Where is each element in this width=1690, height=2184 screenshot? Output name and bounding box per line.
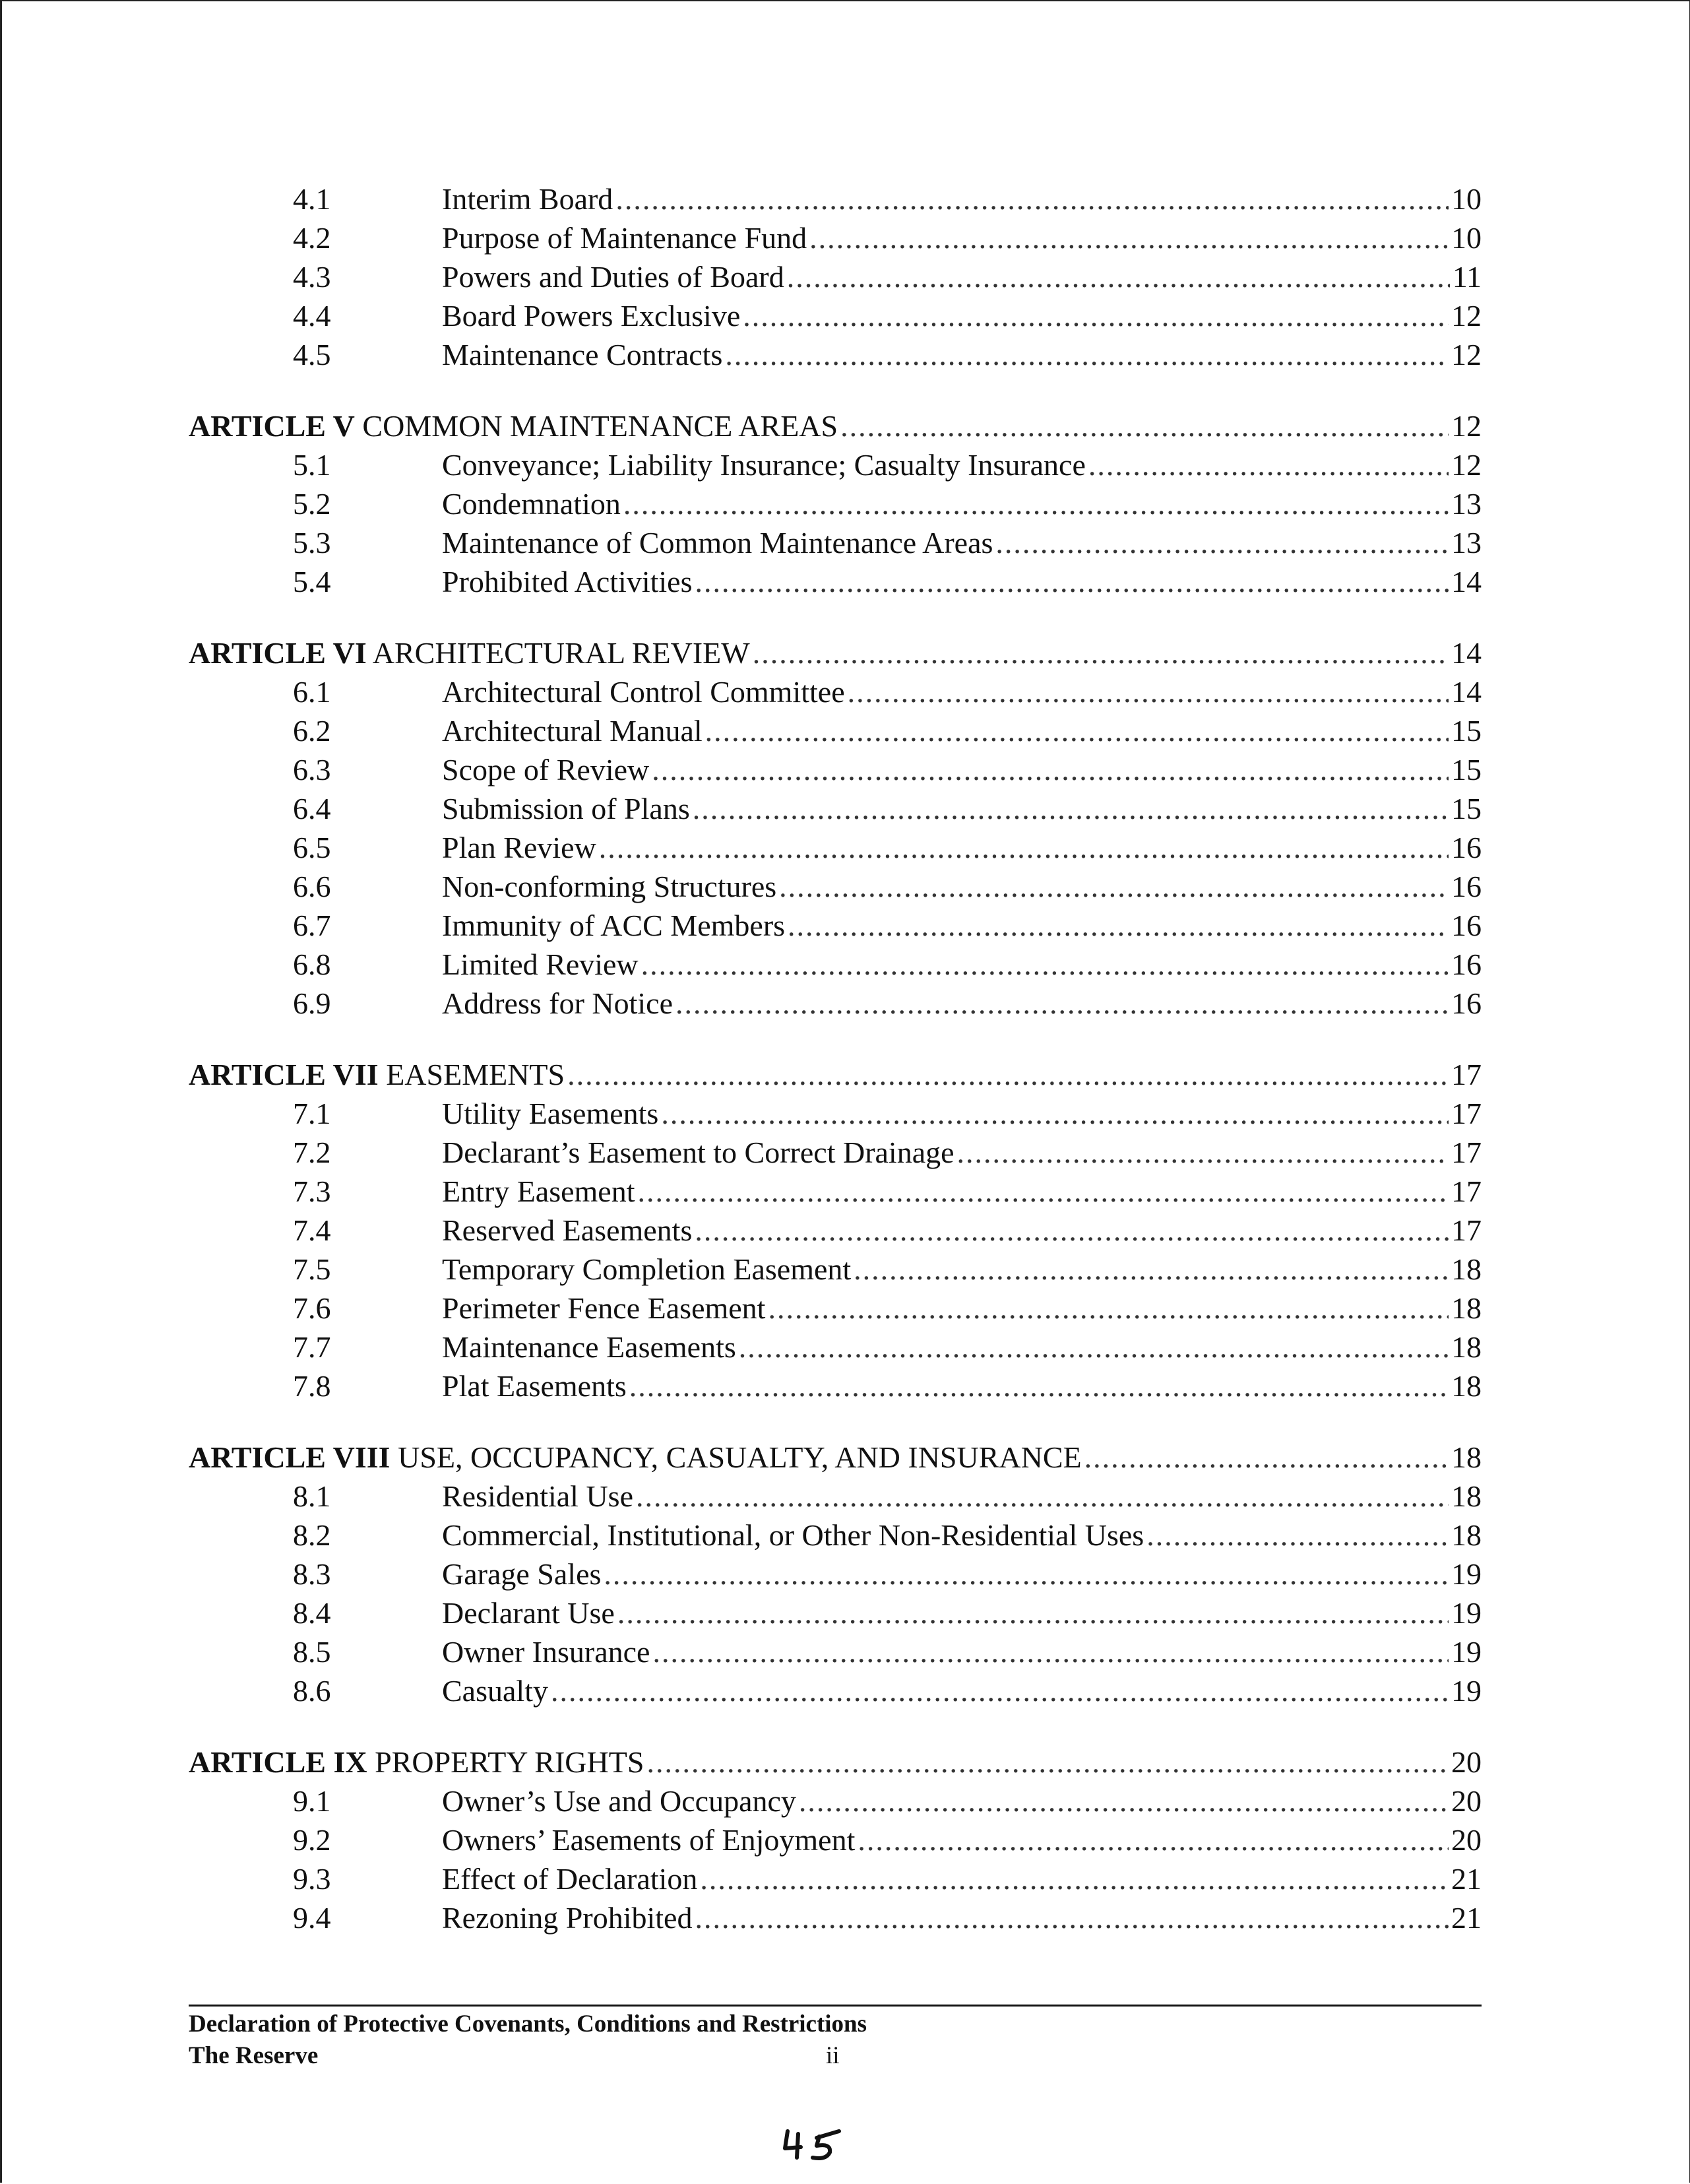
section-title: Owner’s Use and Occupancy [442,1784,796,1818]
article-title: PROPERTY RIGHTS [375,1745,644,1779]
dot-leader [1088,445,1449,484]
dot-leader [768,1289,1449,1328]
section-title: Rezoning Prohibited [442,1901,693,1935]
section-title: Address for Notice [442,986,673,1020]
page-number: 21 [1451,1901,1482,1935]
article-label: ARTICLE VIII [189,1440,391,1474]
footer-rule [189,2005,1482,2007]
section-number: 6.2 [293,714,331,748]
page-number: 10 [1451,182,1482,216]
toc-section-row [189,1133,1482,1172]
dot-leader [995,523,1449,562]
toc-section-row [189,1898,1482,1937]
section-title: Maintenance Contracts [442,338,723,371]
section-number: 4.4 [293,299,331,333]
page-number: 11 [1452,260,1482,294]
section-number: 7.8 [293,1369,331,1403]
handwritten-page-mark [778,2123,851,2163]
toc-article-row [189,1055,1482,1094]
section-title: Garage Sales [442,1557,602,1591]
page-number: 20 [1451,1823,1482,1857]
section-title: Board Powers Exclusive [442,299,741,333]
toc-section-row [189,711,1482,750]
section-number: 8.3 [293,1557,331,1591]
article-label: ARTICLE IX [189,1745,367,1779]
toc-section-row [189,1211,1482,1250]
section-number: 4.2 [293,221,331,255]
section-title: Submission of Plans [442,792,690,825]
page-number: 12 [1451,409,1482,443]
section-title: Reserved Easements [442,1213,693,1247]
page-number: 16 [1451,986,1482,1020]
toc-section-row [189,1632,1482,1671]
page-number: 14 [1451,675,1482,709]
dot-leader [788,906,1449,945]
page-number: 20 [1451,1784,1482,1818]
toc-section-row [189,1250,1482,1289]
section-title: Owner Insurance [442,1635,650,1669]
page-number: 19 [1451,1635,1482,1669]
toc-section-row [189,445,1482,484]
toc-article-row [189,633,1482,672]
article-label: ARTICLE VI [189,636,367,670]
page-number: 19 [1451,1557,1482,1591]
section-number: 7.6 [293,1291,331,1325]
dot-leader [695,562,1449,601]
dot-leader [957,1133,1449,1172]
dot-leader [604,1555,1449,1593]
dot-leader [1146,1516,1449,1555]
page-number: 21 [1451,1862,1482,1896]
page-number: 16 [1451,909,1482,942]
section-number: 5.2 [293,487,331,521]
toc-section-row [189,1593,1482,1632]
toc-section-row [189,828,1482,867]
section-number: 9.1 [293,1784,331,1818]
article-title: USE, OCCUPANCY, CASUALTY, AND INSURANCE [398,1440,1082,1474]
toc-section-row [189,335,1482,374]
section-number: 4.1 [293,182,331,216]
toc-article-row [189,1438,1482,1477]
page-number: 20 [1451,1745,1482,1779]
toc-article-row [189,1743,1482,1782]
article-label: ARTICLE VII [189,1058,379,1091]
section-number: 6.9 [293,986,331,1020]
section-number: 8.1 [293,1479,331,1513]
article-title: EASEMENTS [386,1058,565,1091]
toc-section-row [189,562,1482,601]
toc-section-row [189,1094,1482,1133]
dot-leader [858,1820,1449,1859]
section-number: 7.7 [293,1330,331,1364]
section-title: Plan Review [442,831,596,864]
toc-section-row [189,1859,1482,1898]
dot-leader [623,484,1449,523]
section-number: 5.3 [293,526,331,560]
toc-section-row [189,296,1482,335]
dot-leader [705,711,1449,750]
page-number: 15 [1451,753,1482,787]
page-number: 15 [1451,714,1482,748]
page-number: 18 [1451,1291,1482,1325]
dot-leader [787,257,1450,296]
dot-leader [629,1366,1449,1405]
section-title: Maintenance Easements [442,1330,736,1364]
section-number: 6.6 [293,870,331,903]
page-number: 16 [1451,870,1482,903]
dot-leader [551,1671,1449,1710]
page-number: 17 [1451,1213,1482,1247]
page-number: 18 [1451,1330,1482,1364]
page-number: 16 [1451,947,1482,981]
section-title: Maintenance of Common Maintenance Areas [442,526,993,560]
dot-leader [661,1094,1449,1133]
dot-leader [743,296,1449,335]
page-number: 17 [1451,1136,1482,1169]
dot-leader [615,179,1449,218]
section-title: Temporary Completion Easement [442,1252,852,1286]
section-number: 7.3 [293,1174,331,1208]
toc-section-row [189,1671,1482,1710]
toc-section-row [189,984,1482,1023]
page-number: 16 [1451,831,1482,864]
page-number: 18 [1451,1479,1482,1513]
section-title: Prohibited Activities [442,565,693,598]
article-heading [189,1438,1082,1477]
toc-section-row [189,906,1482,945]
toc-section-row [189,1328,1482,1366]
section-number: 6.1 [293,675,331,709]
section-number: 8.5 [293,1635,331,1669]
article-heading [189,1743,644,1782]
page-number: 14 [1451,565,1482,598]
section-number: 6.3 [293,753,331,787]
page-number: 12 [1451,448,1482,482]
dot-leader [617,1593,1449,1632]
section-title: Perimeter Fence Easement [442,1291,766,1325]
section-title: Non-conforming Structures [442,870,777,903]
section-number: 8.4 [293,1596,331,1630]
page-number: 12 [1451,338,1482,371]
toc-section-row [189,1820,1482,1859]
section-title: Architectural Control Committee [442,675,845,709]
section-number: 6.8 [293,947,331,981]
page-number: 13 [1451,526,1482,560]
page-number: 14 [1451,636,1482,670]
article-title: ARCHITECTURAL REVIEW [372,636,750,670]
page-number: 17 [1451,1174,1482,1208]
dot-leader [646,1743,1449,1782]
dot-leader [854,1250,1449,1289]
section-title: Commercial, Institutional, or Other Non-Residential Uses [442,1518,1144,1552]
toc-section-row [189,1477,1482,1516]
section-title: Effect of Declaration [442,1862,698,1896]
toc-section-row [189,257,1482,296]
section-number: 7.1 [293,1097,331,1130]
article-label: ARTICLE V [189,409,355,443]
section-title: Condemnation [442,487,621,521]
toc-section-row [189,1366,1482,1405]
section-title: Declarant’s Easement to Correct Drainage [442,1136,955,1169]
section-number: 9.4 [293,1901,331,1935]
dot-leader [753,633,1449,672]
dot-leader [840,406,1449,445]
toc-section-row [189,523,1482,562]
dot-leader [725,335,1449,374]
toc-section-row [189,1782,1482,1820]
page-number: 10 [1451,221,1482,255]
section-number: 7.5 [293,1252,331,1286]
toc-section-row [189,867,1482,906]
section-title: Conveyance; Liability Insurance; Casualty Insurance [442,448,1086,482]
page-number: 17 [1451,1097,1482,1130]
dot-leader [693,789,1449,828]
page-number: 17 [1451,1058,1482,1091]
dot-leader [799,1782,1449,1820]
section-number: 4.3 [293,260,331,294]
page-number: 18 [1451,1369,1482,1403]
section-number: 6.7 [293,909,331,942]
section-title: Owners’ Easements of Enjoyment [442,1823,856,1857]
article-heading [189,406,838,445]
dot-leader [848,672,1449,711]
page-number: 13 [1451,487,1482,521]
page-number: 15 [1451,792,1482,825]
section-number: 8.2 [293,1518,331,1552]
section-title: Architectural Manual [442,714,703,748]
page-number: 12 [1451,299,1482,333]
toc-section-row [189,1289,1482,1328]
section-title: Interim Board [442,182,613,216]
toc-section-row [189,1555,1482,1593]
article-heading [189,633,750,672]
toc-section-row [189,945,1482,984]
toc-section-row [189,789,1482,828]
table-of-contents [189,179,1482,1937]
dot-leader [652,750,1449,789]
section-title: Immunity of ACC Members [442,909,786,942]
dot-leader [700,1859,1449,1898]
section-number: 7.4 [293,1213,331,1247]
section-title: Entry Easement [442,1174,635,1208]
section-number: 9.3 [293,1862,331,1896]
dot-leader [599,828,1449,867]
article-title: COMMON MAINTENANCE AREAS [362,409,838,443]
section-number: 5.1 [293,448,331,482]
section-title: Casualty [442,1674,548,1708]
toc-section-row [189,218,1482,257]
dot-leader [652,1632,1449,1671]
dot-leader [695,1898,1449,1937]
toc-section-row [189,672,1482,711]
section-title: Scope of Review [442,753,650,787]
section-number: 7.2 [293,1136,331,1169]
toc-section-row [189,750,1482,789]
dot-leader [809,218,1449,257]
footer-page-number: ii [826,2042,840,2069]
toc-section-row [189,1172,1482,1211]
section-title: Residential Use [442,1479,633,1513]
section-number: 5.4 [293,565,331,598]
toc-section-row [189,1516,1482,1555]
page-number: 18 [1451,1440,1482,1474]
section-title: Plat Easements [442,1369,627,1403]
section-title: Limited Review [442,947,639,981]
dot-leader [641,945,1449,984]
section-title: Utility Easements [442,1097,659,1130]
footer-community-name: The Reserve [189,2042,319,2069]
section-number: 6.4 [293,792,331,825]
page-number: 18 [1451,1252,1482,1286]
section-title: Declarant Use [442,1596,615,1630]
section-number: 4.5 [293,338,331,371]
dot-leader [695,1211,1449,1250]
footer-document-title: Declaration of Protective Covenants, Conditions and Restrictions [189,2010,867,2038]
dot-leader [675,984,1449,1023]
page-number: 18 [1451,1518,1482,1552]
dot-leader [636,1477,1449,1516]
dot-leader [638,1172,1449,1211]
article-heading [189,1055,565,1094]
page-number: 19 [1451,1674,1482,1708]
toc-article-row [189,406,1482,445]
toc-section-row [189,179,1482,218]
dot-leader [1084,1438,1449,1477]
dot-leader [779,867,1449,906]
section-number: 8.6 [293,1674,331,1708]
page-number: 19 [1451,1596,1482,1630]
section-title: Purpose of Maintenance Fund [442,221,807,255]
toc-section-row [189,484,1482,523]
section-number: 6.5 [293,831,331,864]
dot-leader [567,1055,1449,1094]
dot-leader [739,1328,1449,1366]
section-title: Powers and Duties of Board [442,260,784,294]
section-number: 9.2 [293,1823,331,1857]
